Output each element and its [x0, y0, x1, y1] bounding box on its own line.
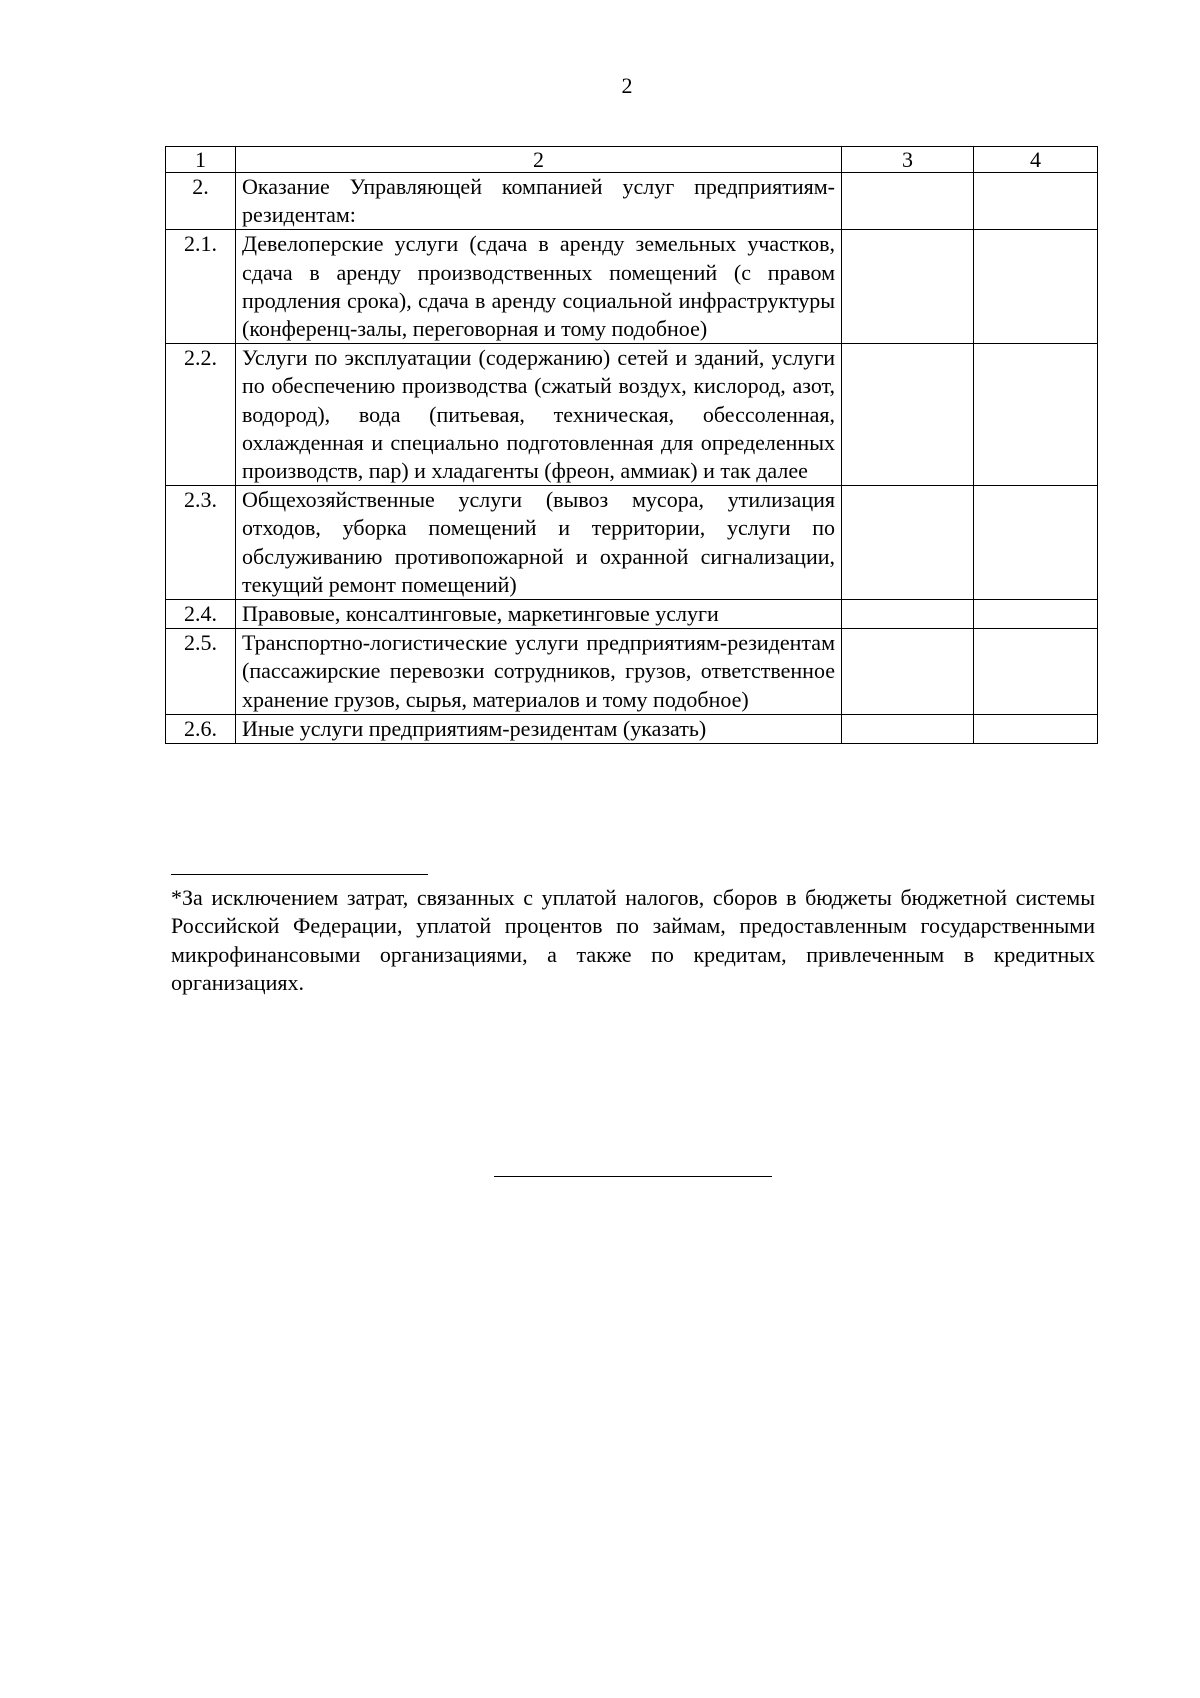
row-col3 [842, 173, 974, 230]
row-number: 2.4. [166, 600, 236, 629]
row-text: Иные услуги предприятиям-резидентам (указать) [242, 715, 707, 741]
row-description [236, 714, 842, 743]
header-cell-2: 2 [236, 147, 842, 173]
table-row [166, 230, 1098, 344]
row-col3 [842, 486, 974, 600]
end-of-document-line [494, 1176, 772, 1177]
row-number: 2.5. [166, 629, 236, 715]
page-number: 2 [621, 73, 633, 98]
row-description [236, 344, 842, 486]
row-text: Оказание Управляющей компанией услуг предприятиям-резидентам: [242, 174, 835, 228]
row-number: 2. [166, 173, 236, 230]
row-description [236, 629, 842, 715]
row-number: 2.6. [166, 714, 236, 743]
row-col3 [842, 600, 974, 629]
row-description [236, 600, 842, 629]
row-description [236, 173, 842, 230]
row-col3 [842, 714, 974, 743]
footnote: *За исключением затрат, связанных с уплатой налогов, сборов в бюджеты бюджетной системы Российской Федерации, уплатой процентов по займам, предоставленным государственными микрофинансовыми организациями, а также по кредитам, привлеченным в кредитных организациях. [171, 885, 1095, 996]
table-row [166, 344, 1098, 486]
row-col4 [974, 173, 1098, 230]
table-header-row [166, 147, 1098, 173]
row-number: 2.2. [166, 344, 236, 486]
row-description [236, 230, 842, 344]
table-row [166, 714, 1098, 743]
row-col3 [842, 344, 974, 486]
row-text: Транспортно-логистические услуги предприятиям-резидентам (пассажирские перевозки сотрудников, грузов, ответственное хранение грузов, сырья, материалов и тому подобное) [242, 630, 835, 712]
row-col4 [974, 230, 1098, 344]
row-text: Общехозяйственные услуги (вывоз мусора, утилизация отходов, уборка помещений и территории, услуги по обслуживанию противопожарной и охранной сигнализации, текущий ремонт помещений) [242, 487, 835, 597]
row-col4 [974, 486, 1098, 600]
row-description [236, 486, 842, 600]
table-row [166, 629, 1098, 715]
row-col4 [974, 344, 1098, 486]
table-row [166, 173, 1098, 230]
row-col4 [974, 629, 1098, 715]
row-text: Девелоперские услуги (сдача в аренду земельных участков, сдача в аренду производственных помещений (с правом продления срока), сдача в аренду социальной инфраструктуры (конференц-залы, переговорная и тому подобное) [242, 231, 835, 342]
row-text: Правовые, консалтинговые, маркетинговые услуги [242, 601, 719, 627]
row-col4 [974, 714, 1098, 743]
footnote-separator [171, 874, 428, 875]
table-row [166, 600, 1098, 629]
row-col3 [842, 230, 974, 344]
row-number: 2.3. [166, 486, 236, 600]
table-row [166, 486, 1098, 600]
row-text: Услуги по эксплуатации (содержанию) сетей и зданий, услуги по обеспечению производства (сжатый воздух, кислород, азот, водород), вода (питьевая, техническая, обессоленная, охлажденная и специально подготовленная для определенных производств, пар) и хладагенты (фреон, аммиак) и так далее [242, 345, 835, 484]
services-table [165, 146, 1098, 744]
header-cell-4: 4 [974, 147, 1098, 173]
header-cell-3: 3 [842, 147, 974, 173]
header-cell-1: 1 [166, 147, 236, 173]
row-number: 2.1. [166, 230, 236, 344]
row-col4 [974, 600, 1098, 629]
row-col3 [842, 629, 974, 715]
